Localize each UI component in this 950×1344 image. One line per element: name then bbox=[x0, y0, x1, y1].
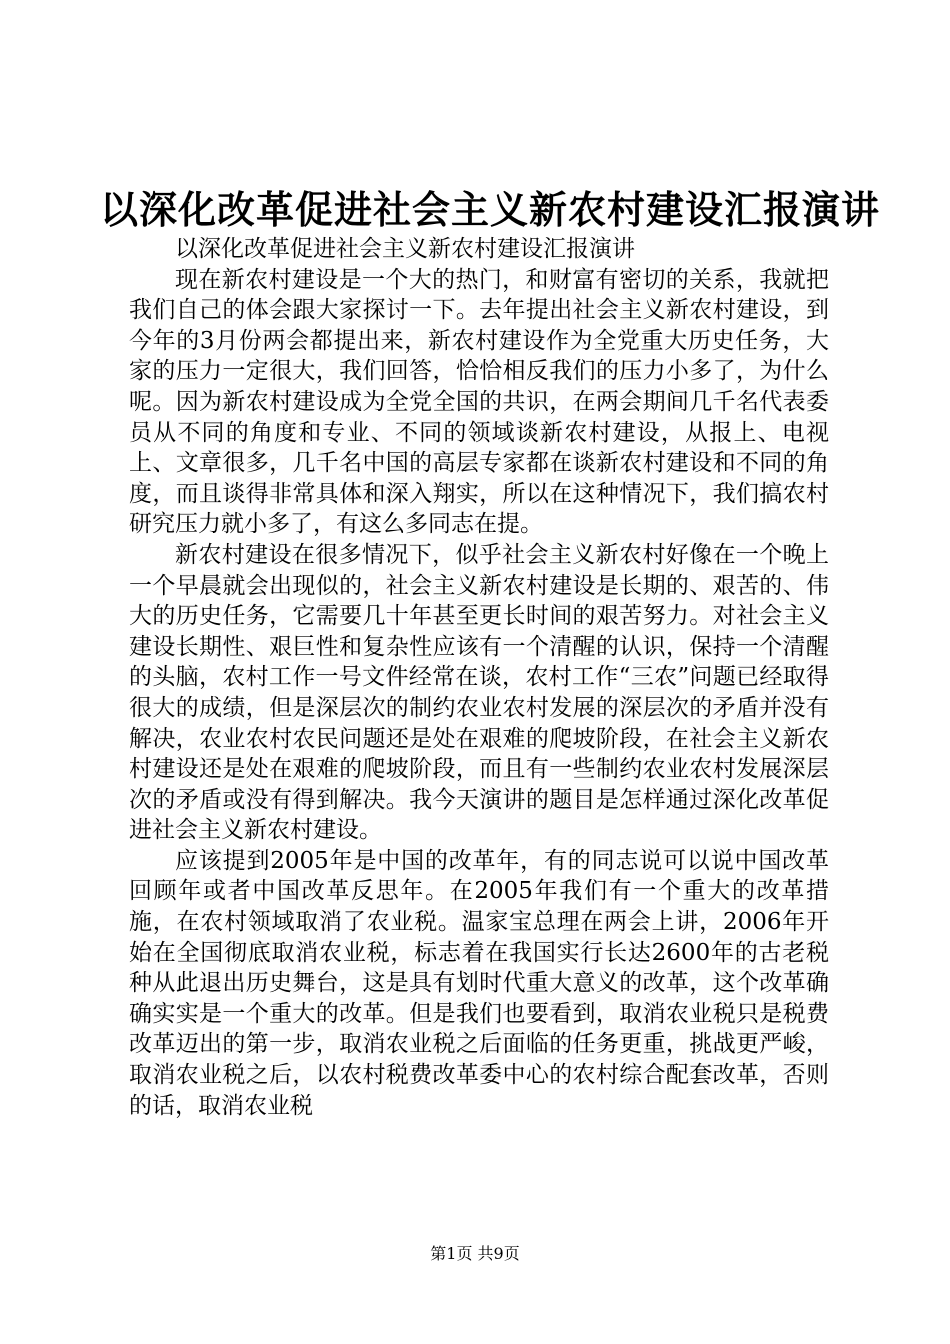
paragraph: 新农村建设在很多情况下，似乎社会主义新农村好像在一个晚上一个早晨就会出现似的，社会主义新农村建设是长期的、艰苦的、伟大的历史任务，它需要几十年甚至更长时间的艰苦努力。对社会主义建设长期性、艰巨性和复杂性应该有一个清醒的认识，保持一个清醒的头脑，农村工作一号文件经常在谈，农村工作“三农”问题已经取得很大的成绩，但是深层次的制约农业农村发展的深层次的矛盾并没有解决，农业农村农民问题还是处在艰难的爬坡阶段，在社会主义新农村建设还是处在艰难的爬坡阶段，而且有一些制约农业农村发展深层次的矛盾或没有得到解决。我今天演讲的题目是怎样通过深化改革促进社会主义新农村建设。 bbox=[129, 541, 829, 844]
paragraph-subtitle: 以深化改革促进社会主义新农村建设汇报演讲 bbox=[175, 236, 635, 262]
paragraph: 应该提到2005年是中国的改革年，有的同志说可以说中国改革回顾年或者中国改革反思年。在2005年我们有一个重大的改革措施，在农村领域取消了农业税。温家宝总理在两会上讲，2006年开始在全国彻底取消农业税，标志着在我国实行长达2600年的古老税种从此退出历史舞台，这是具有划时代重大意义的改革，这个改革确确实实是一个重大的改革。但是我们也要看到，取消农业税只是税费改革迈出的第一步，取消农业税之后面临的任务更重，挑战更严峻，取消农业税之后，以农村税费改革委中心的农村综合配套改革，否则的话，取消农业税 bbox=[129, 847, 829, 1119]
paragraph: 现在新农村建设是一个大的热门，和财富有密切的关系，我就把我们自己的体会跟大家探讨一下。去年提出社会主义新农村建设，到今年的3月份两会都提出来，新农村建设作为全党重大历史任务，大家的压力一定很大，我们回答，恰恰相反我们的压力小多了，为什么呢。因为新农村建设成为全党全国的共识，在两会期间几千名代表委员从不同的角度和专业、不同的领域谈新农村建设，从报上、电视上、文章很多，几千名中国的高层专家都在谈新农村建设和不同的角度，而且谈得非常具体和深入翔实，所以在这种情况下，我们搞农村研究压力就小多了，有这么多同志在提。 bbox=[129, 266, 829, 538]
document-body bbox=[129, 234, 829, 1121]
page-footer: 第1页 共9页 bbox=[430, 1244, 520, 1263]
document-title: 以深化改革促进社会主义新农村建设汇报演讲 bbox=[100, 187, 881, 232]
